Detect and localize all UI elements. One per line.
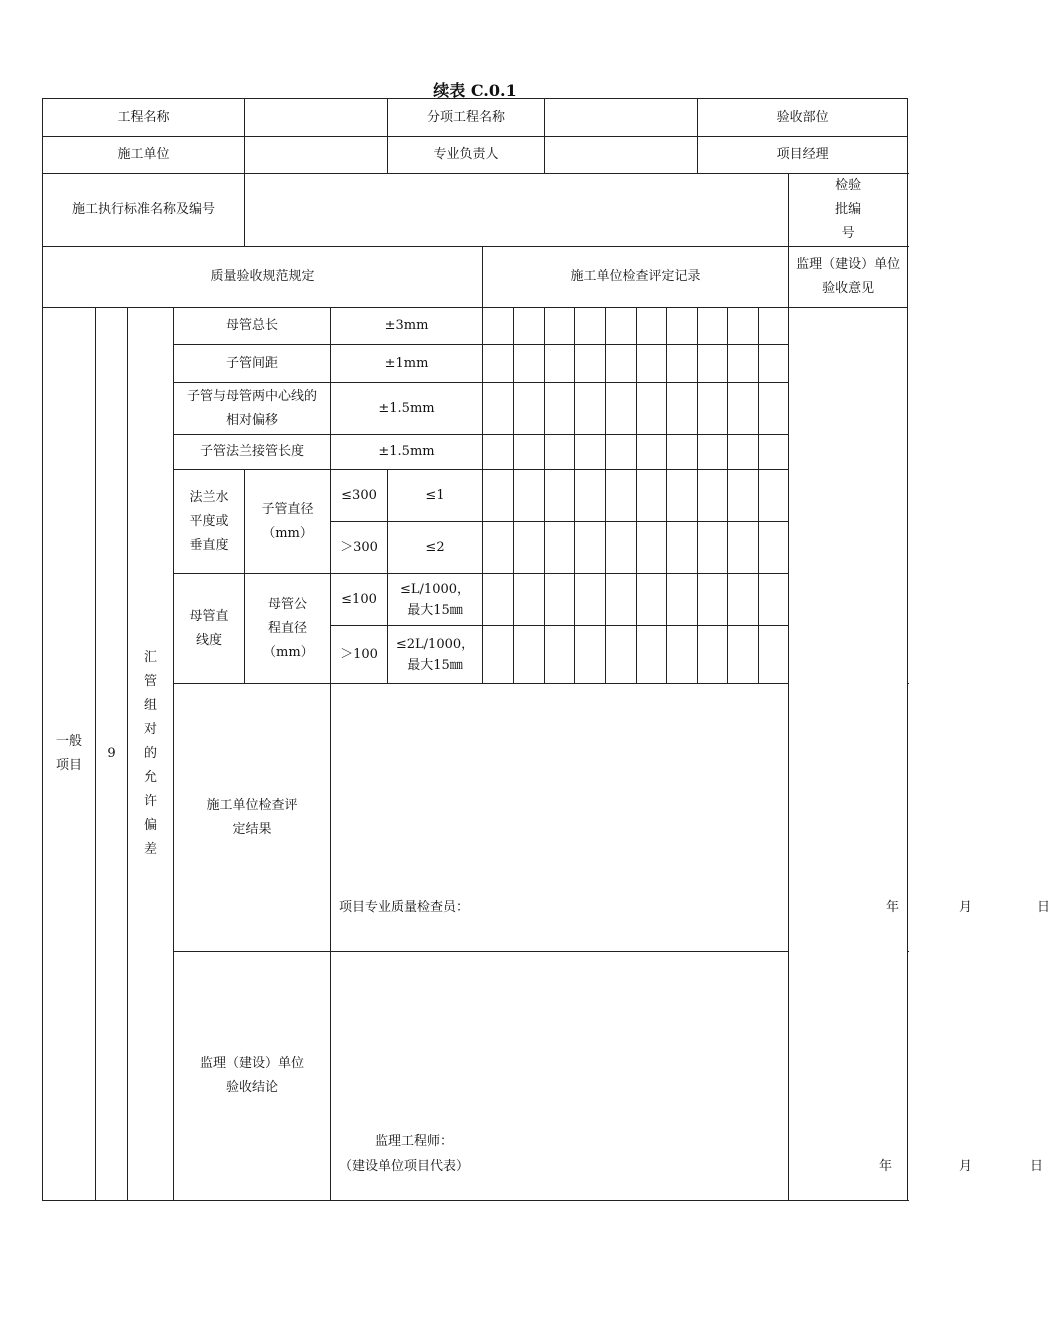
record-cell[interactable] <box>514 574 545 626</box>
record-cell[interactable] <box>759 435 789 470</box>
record-cell[interactable] <box>606 522 637 574</box>
record-cell[interactable] <box>575 626 606 684</box>
record-cell[interactable] <box>759 345 789 383</box>
record-cell[interactable] <box>606 626 637 684</box>
record-cell[interactable] <box>545 308 575 345</box>
project-name-label: 工程名称 <box>43 99 245 137</box>
record-cell[interactable] <box>606 435 637 470</box>
record-cell[interactable] <box>575 308 606 345</box>
rep-label: （建设单位项目代表） <box>339 1159 470 1174</box>
flange-range: ≤300 <box>331 470 388 522</box>
construction-unit-value[interactable] <box>245 137 388 174</box>
record-cell[interactable] <box>483 435 514 470</box>
record-cell[interactable] <box>667 574 698 626</box>
record-cell[interactable] <box>667 345 698 383</box>
record-cell[interactable] <box>667 435 698 470</box>
record-cell[interactable] <box>698 383 728 435</box>
inspection-record-header: 施工单位检查评定记录 <box>483 247 789 308</box>
record-cell[interactable] <box>483 383 514 435</box>
record-cell[interactable] <box>728 383 759 435</box>
record-cell[interactable] <box>483 522 514 574</box>
straightness-range: ＞100 <box>331 626 388 684</box>
record-cell[interactable] <box>514 308 545 345</box>
supervision-opinion-header: 监理（建设）单位验收意见 <box>789 247 908 308</box>
record-cell[interactable] <box>545 383 575 435</box>
record-cell[interactable] <box>606 470 637 522</box>
date-month: 月 <box>959 1159 973 1174</box>
record-cell[interactable] <box>667 626 698 684</box>
record-cell[interactable] <box>575 345 606 383</box>
acceptance-form-table <box>42 98 1050 1201</box>
inspector-label: 项目专业质量检查员： <box>339 900 470 915</box>
straightness-item-name: 母管直线度 <box>174 574 245 684</box>
record-cell[interactable] <box>637 470 667 522</box>
record-cell[interactable] <box>728 522 759 574</box>
straightness-tolerance: ≤2L/1000，最大15㎜ <box>388 626 483 684</box>
record-cell[interactable] <box>545 522 575 574</box>
straightness-tolerance: ≤L/1000，最大15㎜ <box>388 574 483 626</box>
record-cell[interactable] <box>514 470 545 522</box>
standard-value[interactable] <box>245 174 789 247</box>
record-cell[interactable] <box>575 435 606 470</box>
record-cell[interactable] <box>759 574 789 626</box>
specialty-lead-label: 专业负责人 <box>388 137 545 174</box>
record-cell[interactable] <box>606 308 637 345</box>
record-cell[interactable] <box>759 308 789 345</box>
record-cell[interactable] <box>483 470 514 522</box>
category-cell: 一般项目 <box>43 308 96 1201</box>
record-cell[interactable] <box>728 345 759 383</box>
item-name-cell: 汇管组对的允许偏差 <box>128 308 174 1201</box>
record-cell[interactable] <box>606 383 637 435</box>
subproject-name-label: 分项工程名称 <box>388 99 545 137</box>
spec-row-value: ±3mm <box>331 308 483 345</box>
record-cell[interactable] <box>575 574 606 626</box>
record-cell[interactable] <box>483 308 514 345</box>
record-cell[interactable] <box>637 626 667 684</box>
spec-row-value: ±1mm <box>331 345 483 383</box>
spec-row-name: 子管法兰接管长度 <box>174 435 331 470</box>
record-cell[interactable] <box>667 383 698 435</box>
record-cell[interactable] <box>545 574 575 626</box>
record-cell[interactable] <box>514 383 545 435</box>
record-cell[interactable] <box>667 470 698 522</box>
record-cell[interactable] <box>606 574 637 626</box>
date-year: 年 <box>886 900 900 915</box>
construction-result-cell[interactable] <box>331 684 1050 952</box>
record-cell[interactable] <box>637 308 667 345</box>
record-cell[interactable] <box>728 308 759 345</box>
construction-result-label: 施工单位检查评定结果 <box>174 684 331 952</box>
record-cell[interactable] <box>759 383 789 435</box>
spec-row-value: ±1.5mm <box>331 383 483 435</box>
record-cell[interactable] <box>698 522 728 574</box>
standard-label: 施工执行标准名称及编号 <box>43 174 245 247</box>
record-cell[interactable] <box>728 574 759 626</box>
record-cell[interactable] <box>667 308 698 345</box>
record-cell[interactable] <box>637 345 667 383</box>
date-month: 月 <box>959 900 973 915</box>
date-day: 日 <box>1037 900 1050 915</box>
subproject-name-value[interactable] <box>545 99 698 137</box>
flange-item-name: 法兰水平度或垂直度 <box>174 470 245 574</box>
record-cell[interactable] <box>514 435 545 470</box>
spec-row-name: 子管与母管两中心线的相对偏移 <box>174 383 331 435</box>
record-cell[interactable] <box>698 435 728 470</box>
record-cell[interactable] <box>545 626 575 684</box>
record-cell[interactable] <box>483 574 514 626</box>
supervision-conclusion-cell[interactable] <box>331 952 1044 1201</box>
record-cell[interactable] <box>575 383 606 435</box>
record-cell[interactable] <box>728 626 759 684</box>
flange-tolerance: ≤2 <box>388 522 483 574</box>
record-cell[interactable] <box>759 470 789 522</box>
spec-row-value: ±1.5mm <box>331 435 483 470</box>
project-manager-label: 项目经理 <box>698 137 908 174</box>
date-year: 年 <box>879 1159 893 1174</box>
acceptance-part-label: 验收部位 <box>698 99 908 137</box>
record-cell[interactable] <box>483 626 514 684</box>
record-cell[interactable] <box>728 435 759 470</box>
record-cell[interactable] <box>545 345 575 383</box>
supervision-conclusion-label: 监理（建设）单位验收结论 <box>174 952 331 1201</box>
record-cell[interactable] <box>575 470 606 522</box>
record-cell[interactable] <box>606 345 637 383</box>
record-cell[interactable] <box>545 470 575 522</box>
form-title: 续表 C.0.1 <box>433 81 517 100</box>
project-name-value[interactable] <box>245 99 388 137</box>
record-cell[interactable] <box>514 345 545 383</box>
record-cell[interactable] <box>637 383 667 435</box>
record-cell[interactable] <box>698 308 728 345</box>
batch-no-label: 检验批编号 <box>789 174 908 247</box>
straightness-range: ≤100 <box>331 574 388 626</box>
record-cell[interactable] <box>759 626 789 684</box>
record-cell[interactable] <box>728 470 759 522</box>
record-cell[interactable] <box>698 470 728 522</box>
flange-tolerance: ≤1 <box>388 470 483 522</box>
record-cell[interactable] <box>514 522 545 574</box>
record-cell[interactable] <box>483 345 514 383</box>
engineer-label: 监理工程师： <box>375 1134 454 1149</box>
record-cell[interactable] <box>575 522 606 574</box>
record-cell[interactable] <box>759 522 789 574</box>
record-cell[interactable] <box>514 626 545 684</box>
record-cell[interactable] <box>637 435 667 470</box>
flange-range: ＞300 <box>331 522 388 574</box>
straightness-param: 母管公程直径（mm） <box>245 574 331 684</box>
spec-row-name: 母管总长 <box>174 308 331 345</box>
record-cell[interactable] <box>637 574 667 626</box>
record-cell[interactable] <box>637 522 667 574</box>
specialty-lead-value[interactable] <box>545 137 698 174</box>
date-day: 日 <box>1030 1159 1044 1174</box>
record-cell[interactable] <box>545 435 575 470</box>
record-cell[interactable] <box>698 626 728 684</box>
construction-unit-label: 施工单位 <box>43 137 245 174</box>
record-cell[interactable] <box>667 522 698 574</box>
record-cell[interactable] <box>698 574 728 626</box>
spec-row-name: 子管间距 <box>174 345 331 383</box>
quality-spec-header: 质量验收规范规定 <box>43 247 483 308</box>
flange-param: 子管直径（mm） <box>245 470 331 574</box>
item-number-cell: 9 <box>96 308 128 1201</box>
record-cell[interactable] <box>698 345 728 383</box>
